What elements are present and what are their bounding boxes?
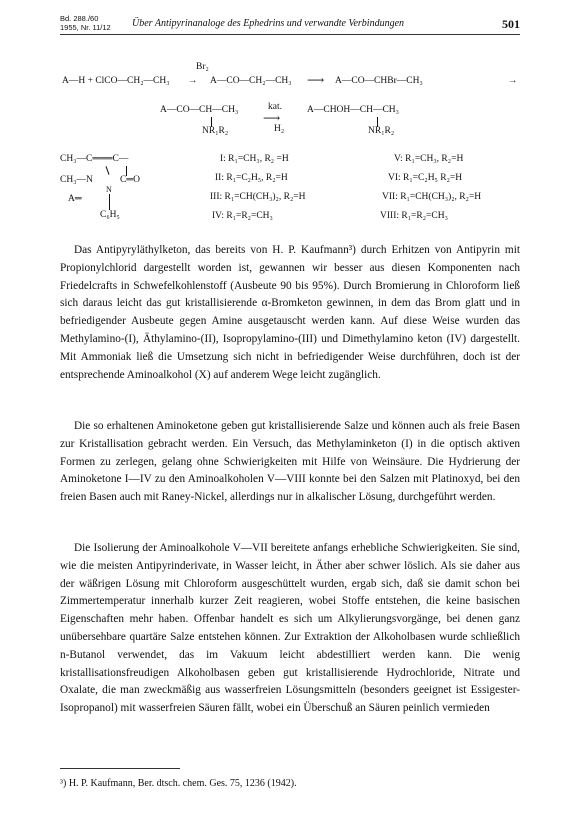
h2-label: H₂ [274,124,285,134]
footnote-rule [60,768,180,769]
compound-II: II: R₁=C₂H₅, R₂=H [215,173,288,183]
volume-info [60,14,111,32]
paragraph-3 [60,540,520,718]
scheme-line2-aminoalcohol: A—CHOH—CH—CH₃ [307,105,399,115]
scheme-arrow-1: → [188,76,198,86]
scheme-line1-bromoketone: A—CO—CHBr—CH₃ [335,76,423,86]
scheme-line1-ketone: A—CO—CH₂—CH₃ [210,76,292,86]
scheme-arrow-3: → [508,76,518,86]
volume-line-2: 1955, Nr. 11/12 [60,23,111,32]
compound-VIII: VIII: R₁=R₂=CH₃ [380,211,448,221]
compound-I: I: R₁=CH₃, R₂ =H [220,154,289,164]
volume-line-1: Bd. 288./60 [60,14,99,23]
compound-VI: VI: R₁=C₂H₅ R₂=H [388,173,463,183]
nr1r2-aminoketone: NR₁R₂ [202,126,229,136]
kat-label: kat. [268,102,282,112]
footnote: ³) H. P. Kaufmann, Ber. dtsch. chem. Ges. 75, 1236 (1942). [60,778,297,789]
scheme-line1-reactants: A—H + ClCO—CH₂—CH₃ [62,76,170,86]
running-header [60,14,520,40]
ring-phenyl: C₆H₅ [100,210,120,220]
paragraph-2 [60,418,520,507]
compound-VII: VII: R₁=CH(CH₃)₂, R₂=H [382,192,482,202]
ring-top-row: CH₃—C═══C— [60,154,129,164]
scheme-arrow-hydrogenation: ⟶ [263,111,281,125]
br2-label: Br₂ [196,62,209,72]
header-rule [60,34,520,35]
scheme-arrow-2: ⟶ [307,73,325,87]
ring-bond-left [105,166,109,175]
paragraph-2-text: Die so erhaltenen Aminoketone geben gut kristallisierende Salze und können auch als freie Basen zur Kristallisation gebracht werden. Ein Versuch, das Methylaminketon (I) in die optisch aktiven Formen zu zerlegen, gelang ohne Schwierigkeiten mit Hilfe von Weinsäure. Die Hydrierung der Aminoketone I—IV zu den Aminoalkoholen V—VIII konnte bei den Salzen mit Platinoxyd, bei den freien Basen auch mit Raney-Nickel, allerdings nur in alkalischer Lösung, durchgeführt werden. [60,420,520,504]
paragraph-1 [60,242,520,384]
compound-V: V: R₁=CH₃, R₂=H [394,154,464,164]
compound-III: III: R₁=CH(CH₃)₂, R₂=H [210,192,306,202]
paragraph-1-text: Das Antipyryläthylketon, das bereits von H. P. Kaufmann³) durch Erhitzen von Antipyrin mit Propionylchlorid dargestellt worden ist, gewannen wir besser aus diesen Komponenten nach Friedelcrafts in Schwefelkohlenstoff (Ausbeute 90 bis 95%). Durch Bromierung in Chloroform ließ sich daraus leicht das gut kristallisierende α-Bromketon gewinnen, in dem das Brom glatt und in befriedigender Ausbeute gegen Amine ausgetauscht werden kann. Auf diese Weise wurden das Methylamino-(I), Äthylamino-(II), Isopropylamino-(III) und Dimethylamino keton (IV) dargestellt. Mit Ammoniak ließ die Umsetzung sich nicht in befriedigender Weise durchführen, doch ist der entsprechende Aminoalkohol (X) auf anderem Wege leicht zugänglich. [60,244,520,381]
nr1r2-aminoalcohol: NR₁R₂ [368,126,395,136]
ring-a-label: A═ [68,194,82,204]
ring-bond-phenyl [109,194,110,210]
ring-n-methyl: CH₃—N [60,175,93,185]
reaction-scheme [60,62,520,237]
ring-carbonyl: C═O [120,175,140,185]
running-title: Über Antipyrinanaloge des Ephedrins und verwandte Verbindungen [132,18,405,29]
paragraph-3-text: Die Isolierung der Aminoalkohole V—VII bereitete anfangs erhebliche Schwierigkeiten. Sie sind, wie die meisten Antipyrinderivate, in Wasser leicht, in Äther aber schwer löslich. Als sie daher aus der wäßrigen Lösung mit Chloroform ausgeschüttelt wurden, ergab sich, daß sie damit schon bei Zimmertemperatur innerhalb kurzer Zeit reagieren, wobei Stoffe entstehen, die keine basischen Eigenschaften mehr haben. Offenbar handelt es sich um Alkylierungsvorgänge, bei denen ganz unübersehbare quartäre Salze entstehen können. Zur Extraktion der Alkoholbasen wurde schließlich n-Butanol verwendet, das im Vakuum leicht abdestilliert werden kann. Die wenig kristallisationsfreudigen Alkoholbasen geben gut kristallisierende Hydrochloride, Nitrate und Oxalate, die man zweckmäßig aus wasserfreien Lösungsmitteln (besonders geeignet ist Essigester-Isopropanol) mit wasserfreien Säuren fällt, wobei ein Überschuß an Säuren peinlich vermieden [60,542,520,715]
ring-bond-right [126,166,127,176]
ring-n-label: N [106,185,112,194]
compound-IV: IV: R₁=R₂=CH₃ [212,211,273,221]
page-number: 501 [502,17,520,31]
scheme-line2-aminoketone: A—CO—CH—CH₃ [160,105,239,115]
